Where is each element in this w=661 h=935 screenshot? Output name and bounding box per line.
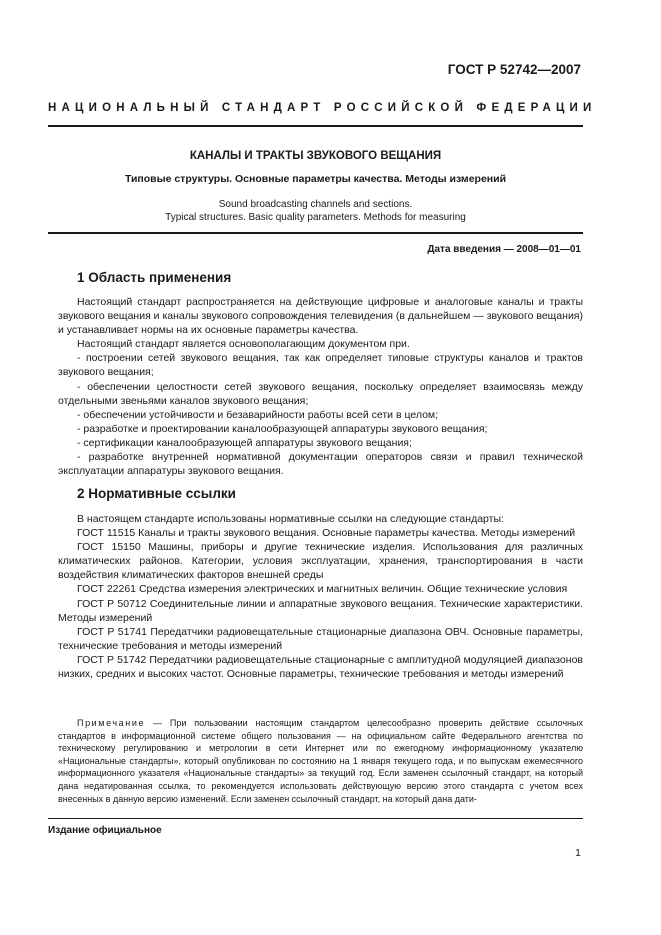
section-body-references	[58, 512, 583, 681]
reference-item: ГОСТ 11515 Каналы и тракты звукового вещания. Основные параметры качества. Методы измерений	[77, 527, 576, 540]
reference-item: ГОСТ 15150 Машины, приборы и другие технические изделия. Использования для различных климатических районов. Категории, условия эксплуатации, хранения, транспортирования в части воздействия климатических факторов внешней среды	[58, 541, 583, 582]
paragraph: Настоящий стандарт является основополагающим документом при.	[77, 338, 410, 351]
english-title-line: Sound broadcasting channels and sections.	[218, 199, 413, 210]
paragraph: Настоящий стандарт распространяется на действующие цифровые и аналоговые каналы и тракты звукового вещания и каналы звукового сопровождения телевидения (в дальнейшем — звукового вещания) и устанавливает нормы на их основные параметры качества.	[58, 296, 583, 337]
document-title: КАНАЛЫ И ТРАКТЫ ЗВУКОВОГО ВЕЩАНИЯ	[189, 150, 442, 162]
official-edition-label: Издание официальное	[48, 825, 162, 836]
document-subtitle: Типовые структуры. Основные параметры качества. Методы измерений	[124, 173, 507, 185]
list-item: - разработке внутренней нормативной документации операторов связи и правил технической эксплуатации аппаратуры звукового вещания.	[58, 451, 583, 478]
reference-item: ГОСТ Р 51741 Передатчики радиовещательные стационарные диапазона ОВЧ. Основные параметры, технические требования и методы измерений	[58, 625, 583, 652]
list-item: - обеспечении целостности сетей звукового вещания, поскольку определяет взаимосвязь между отдельными звеньями каналов звукового вещания;	[58, 380, 583, 407]
list-item: - сертификации каналообразующей аппаратуры звукового вещания;	[77, 436, 412, 449]
reference-item: ГОСТ Р 50712 Соединительные линии и аппаратные звукового вещания. Технические характеристики. Методы измерений	[58, 597, 583, 624]
section-heading-scope: 1 Область применения	[77, 270, 232, 285]
top-divider	[48, 125, 583, 127]
introduction-date: Дата введения — 2008—01—01	[427, 244, 581, 255]
english-title-line: Typical structures. Basic quality parameters. Methods for measuring	[165, 211, 466, 223]
note-text: — При пользовании настоящим стандартом целесообразно проверить действие ссылочных стандартов в информационной системе общего пользования — на официальном сайте Федерального агентства по техническому регулированию и метрологии в сети Интернет или по ежегодному информационному указателю «Национальные стандарты», который опубликован по состоянию на 1 января текущего года, и по выпускам ежемесячного информационного указателя «Национальные стандарты» за текущий год. Если заменен ссылочный стандарт, на который дана недатированная ссылка, то рекомендуется использовать действующую версию этого стандарта с учетом всех внесенных в данную версию изменений. Если заменен ссылочный стандарт, на который дана дати-	[58, 718, 583, 804]
note-label: Примечание	[77, 718, 146, 728]
list-item: - обеспечении устойчивости и безаварийности работы всей сети в целом;	[77, 408, 439, 421]
national-standard-banner: НАЦИОНАЛЬНЫЙ СТАНДАРТ РОССИЙСКОЙ ФЕДЕРАЦИИ	[48, 102, 597, 114]
note-paragraph	[58, 717, 583, 805]
reference-item: ГОСТ Р 51742 Передатчики радиовещательные стационарные с амплитудной модуляцией диапазонов низких, средних и высоких частот. Основные параметры, технические требования и методы измерений	[58, 653, 583, 681]
reference-item: ГОСТ 22261 Средства измерения электрических и магнитных величин. Общие технические условия	[77, 583, 568, 596]
page-number: 1	[575, 847, 581, 859]
title-divider	[48, 232, 583, 234]
footer-divider	[48, 818, 583, 819]
paragraph: В настоящем стандарте использованы нормативные ссылки на следующие стандарты:	[77, 513, 504, 525]
section-heading-references: 2 Нормативные ссылки	[77, 486, 236, 501]
english-title	[48, 199, 583, 224]
list-item: - построении сетей звукового вещания, так как определяет типовые структуры каналов и трактов звукового вещания;	[58, 352, 583, 379]
section-body-scope	[58, 295, 583, 478]
standard-number: ГОСТ Р 52742—2007	[447, 62, 581, 77]
list-item: - разработке и проектировании каналообразующей аппаратуры звукового вещания;	[77, 422, 488, 435]
